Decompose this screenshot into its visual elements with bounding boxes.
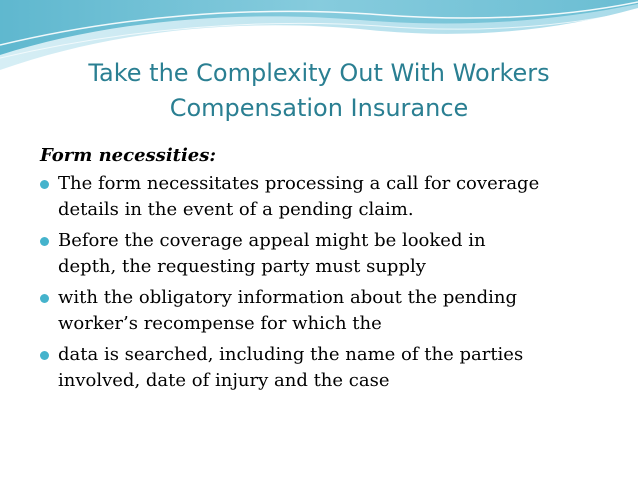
bullet-text-line: Before the coverage appeal might be looked in	[58, 230, 486, 251]
bullet-item	[36, 171, 626, 223]
bullet-item	[36, 342, 626, 394]
bullet-item	[36, 228, 626, 280]
bullet-text-line: involved, date of injury and the case	[58, 370, 390, 391]
bullet-dot-icon	[40, 351, 49, 360]
bullet-item	[36, 285, 626, 337]
slide-body	[36, 143, 626, 399]
bullet-text-line: depth, the requesting party must supply	[58, 256, 426, 277]
bullet-list	[36, 171, 626, 394]
slide-title	[30, 56, 608, 126]
bullet-text-line: details in the event of a pending claim.	[58, 199, 414, 220]
bullet-text-line: data is searched, including the name of the parties	[58, 344, 524, 365]
bullet-dot-icon	[40, 294, 49, 303]
bullet-text-line: The form necessitates processing a call for coverage	[58, 173, 540, 194]
slide-title-line-2: Compensation Insurance	[169, 94, 469, 122]
bullet-text-line: with the obligatory information about the pending	[58, 287, 517, 308]
bullet-dot-icon	[40, 180, 49, 189]
bullet-text-line: worker’s recompense for which the	[58, 313, 382, 334]
bullet-dot-icon	[40, 237, 49, 246]
subheading: Form necessities:	[40, 145, 217, 166]
slide-title-line-1: Take the Complexity Out With Workers	[88, 59, 550, 87]
